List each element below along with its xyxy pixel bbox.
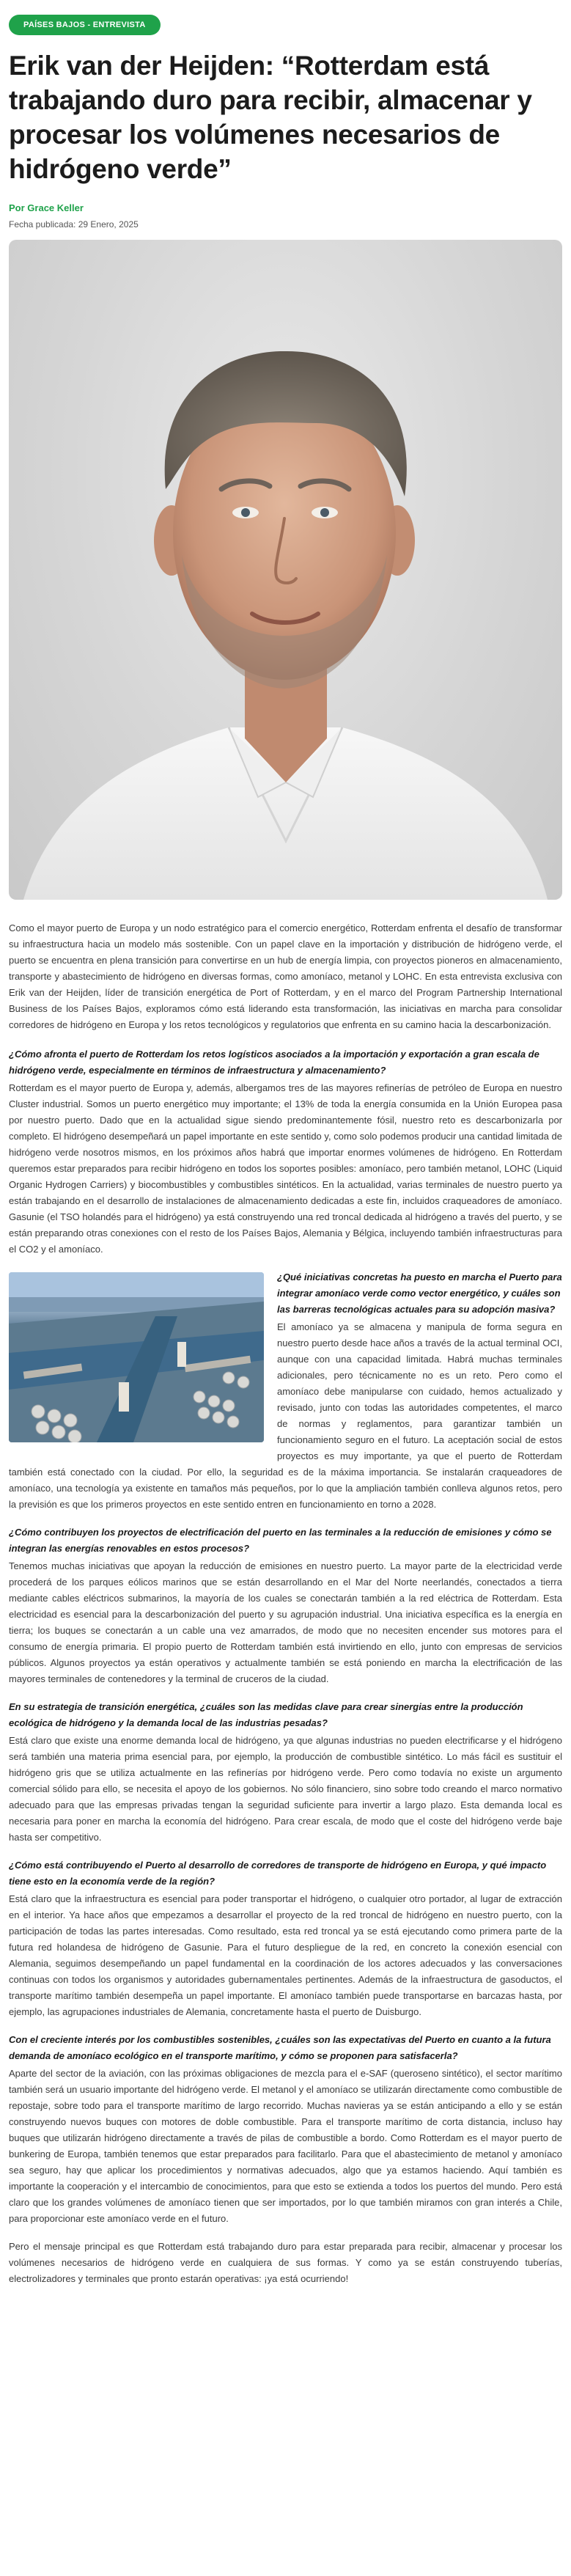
byline-prefix: Por <box>9 202 25 213</box>
answer-5: Está claro que la infraestructura es esencial para poder transportar el hidrógeno, o cualquier otro portador, al lugar de extracción en el interior. Ya hace años que empezamos a desarrollar el proyecto de la red troncal de hidrógeno en nuestro puerto, con la participación de todas las partes interesadas. Como resultado, esta red troncal ya se está ejecutando como primera parte de la futura red holandesa de hidrógeno de Gasunie. Para el futuro despliegue de la red, en concreto la conexión esencial con Alemania, seguimos desempeñando un papel fundamental en la coordinación de los actores adecuados y las conversaciones continuas con todos los organismos y autoridades gubernamentales pertinentes. Además de la infraestructura de gasoductos, el transporte marítimo también desempeña un papel importante. El amoníaco también puede transportarse en barcazas hasta, por ejemplo, las agrupaciones industriales de Alemania, concretamente hasta el puerto de Duisburgo. <box>9 1893 562 2017</box>
publish-date: Fecha publicada: 29 Enero, 2025 <box>9 219 139 230</box>
article-title: Erik van der Heijden: “Rotterdam está trabajando duro para recibir, almacenar y procesar los volúmenes necesarios de hidrógeno verde” <box>9 51 532 184</box>
answer-3: Tenemos muchas iniciativas que apoyan la reducción de emisiones en nuestro puerto. La mayor parte de la electricidad verde procederá de los parques eólicos marinos que se están desarrollando en el Mar del Norte neerlandés, conectados a tierra mediante cables eléctricos submarinos, la mayoría de los cuales se conectarán también a la red eléctrica de Rotterdam. Esta electricidad es esencial para la descarbonización del puerto y su agrupación industrial. Una iniciativa específica es la energía en tierra; los buques se conectarán a un cable una vez amarrados, de modo que no necesiten encender sus motores para el consumo de energía primaria. El propio puerto de Rotterdam también está invirtiendo en ello, junto con empresas de servicios públicos. Algunos proyectos ya están operativos y actualmente también se está poniendo en marcha la electrificación de las mayores terminales de contenedores y la terminal de cruceros de la ciudad. <box>9 1560 562 1684</box>
answer-2: El amoníaco ya se almacena y manipula de forma segura en nuestro puerto desde hace años a través de la actual terminal OCI, aunque con una capacidad limitada. Habrá muchas terminales adicionales, pero técnicamente no es un reto. Pero como el amoníaco debe manipularse con cuidado, hemos actualizado y revisado, junto con todas las autoridades competentes, el marco de normas y reglamentos, para garantizar también un funcionamiento seguro en el futuro. La aceptación social de estos proyectos es muy importante, ya que el puerto de Rotterdam también está conectado con la ciudad. Por ello, la seguridad es de la máxima importancia. Se instalarán craqueadores de amoníaco, una tecnología ya existente en tamaños más pequeños, por lo que la ampliación también conlleva algunos retos, pero la previsión es que los primeros proyectos en este sentido entren en funcionamiento en torno a 2028. <box>9 1321 562 1510</box>
answer-4: Está claro que existe una enorme demanda local de hidrógeno, ya que algunas industrias no pueden electrificarse y el hidrógeno será también una materia prima esencial para, por ejemplo, la producción de combustible sintético. Lo más fácil es sustituir el hidrógeno gris que se utiliza actualmente en las refinerías por hidrógeno verde. Pero como todavía no existe un argumento comercial sólido para ello, se necesita el apoyo de los gobiernos. No sólo financiero, sino sobre todo creando el marco normativo adecuado para que las empresas privadas tengan la seguridad suficiente para invertir a largo plazo. Esta demanda local es necesaria para poner en marcha la economía del hidrógeno. Para crear escala, de modo que el coste del hidrógeno verde baje hasta ser competitivo. <box>9 1735 562 1843</box>
port-aerial-illustration <box>9 1272 264 1442</box>
portrait-illustration <box>9 240 562 900</box>
question-1: ¿Cómo afronta el puerto de Rotterdam los retos logísticos asociados a la importación y exportación a gran escala de hidrógeno verde, especialmente en términos de infraestructura y almacenamiento? <box>9 1049 539 1076</box>
article-body <box>9 920 562 2287</box>
byline <box>9 202 562 213</box>
answer-1: Rotterdam es el mayor puerto de Europa y, además, albergamos tres de las mayores refinerías de petróleo de Europa en nuestro Cluster industrial. Somos un puerto energético muy importante; el 13% de toda la energía consumida en la Unión Europea pasa por nuestro puerto. Dado que en la actualidad sigue siendo predominantemente fósil, nuestro reto es descarbonizarla por completo. El hidrógeno desempeñará un papel importante en este sentido y, como solo podemos producir una cantidad limitada de hidrógeno verde nosotros mismos, en los próximos años habrá que importar enormes volúmenes de hidrógeno. En Rotterdam queremos estar preparados para recibir hidrógeno en todos los soportes posibles: amoníaco, pero también metanol, LOHC (Liquid Organic Hydrogen Carriers) y biocombustibles y combustibles sintéticos. En la actualidad, varias terminales de nuestro puerto ya están trabajando en el desarrollo de instalaciones de almacenamiento dedicadas a este fin, incluidos craqueadores de amoníaco. Gasunie (el TSO holandés para el hidrógeno) ya está construyendo una red troncal dedicada al hidrógeno a través del puerto, y se están preparando otras conexiones con el resto de los Países Bajos, Alemania y Bélgica, incluyendo también infraestructuras para el CO2 y el amoníaco. <box>9 1082 562 1255</box>
question-4: En su estrategia de transición energética, ¿cuáles son las medidas clave para crear sinergias entre la producción ecológica de hidrógeno y la demanda local de las industrias pesadas? <box>9 1701 523 1728</box>
question-3: ¿Cómo contribuyen los proyectos de electrificación del puerto en las terminales a la reducción de emisiones y cómo se integran las energías renovables en estos procesos? <box>9 1527 552 1554</box>
port-aerial-photo <box>9 1272 264 1442</box>
question-5: ¿Cómo está contribuyendo el Puerto al desarrollo de corredores de transporte de hidrógeno en Europa, y qué impacto tiene esto en la economía verde de la región? <box>9 1860 547 1887</box>
question-6: Con el creciente interés por los combustibles sostenibles, ¿cuáles son las expectativas del Puerto en cuanto a la futura demanda de amoníaco ecológico en el transporte marítimo, y cómo se proponen para satisfacerla? <box>9 2034 551 2061</box>
hero-portrait-image <box>9 240 562 900</box>
author-link[interactable]: Grace Keller <box>27 202 84 213</box>
category-badge[interactable]: PAÍSES BAJOS - ENTREVISTA <box>9 15 161 35</box>
closing-paragraph: Pero el mensaje principal es que Rotterdam está trabajando duro para estar preparada para recibir, almacenar y procesar los volúmenes necesarios de hidrógeno verde en cualquiera de sus formas. Y como ya se están construyendo tuberías, electrolizadores y terminales que pronto estarán operativas: ¡ya está ocurriendo! <box>9 2241 562 2284</box>
answer-6: Aparte del sector de la aviación, con las próximas obligaciones de mezcla para el e-SAF (queroseno sintético), el sector marítimo también será un usuario importante del hidrógeno verde. El metanol y el amoníaco se utilizarán directamente como combustible de repostaje, sobre todo para el transporte marítimo de largo recorrido. Muchas navieras ya se están anticipando a ello y se están construyendo nuevos buques con motores de doble combustible. Para el transporte marítimo de corta distancia, incluso hay buques que utilizarán hidrógeno directamente a través de pilas de combustible a bordo. Como Rotterdam es el mayor puerto de bunkering de Europa, también tenemos que estar preparados para facilitarlo. Para que el abastecimiento de metanol y amoníaco sea seguro, hay que aplicar los procedimientos y normativas adecuados, algo que ya estamos haciendo. Aquí también es importante la cooperación y el intercambio de conocimientos, para que esto se extienda a todos los puertos del mundo. Pero está claro que los grandes volúmenes de amoníaco tienen que ser importados, por lo que también miramos con gran interés a Chile, para proporcionar este amoníaco verde en el futuro. <box>9 2068 562 2224</box>
intro-paragraph: Como el mayor puerto de Europa y un nodo estratégico para el comercio energético, Rotterdam enfrenta el desafío de transformar su infraestructura hacia un modelo más sostenible. Con un papel clave en la importación y distribución de hidrógeno verde, el puerto se encuentra en plena transición para convertirse en un hub de energía limpia, con proyectos pioneros en almacenamiento, transporte y abastecimiento de hidrógeno en diversas formas, como amoníaco, metanol y LOHC. En esta entrevista exclusiva con Erik van der Heijden, líder de transición energética de Port of Rotterdam, y en el marco del Program Partnership International Business de los Países Bajos, exploramos cómo está liderando esta transformación, las iniciativas en marcha para consolidar corredores de hidrógeno en Europa y los retos tecnológicos y regulatorios que enfrenta en su camino hacia la descarbonización. <box>9 922 562 1030</box>
question-2: ¿Qué iniciativas concretas ha puesto en marcha el Puerto para integrar amoníaco verde como vector energético, y cuáles son las barreras tecnológicas actuales para su adopción masiva? <box>277 1272 562 1315</box>
